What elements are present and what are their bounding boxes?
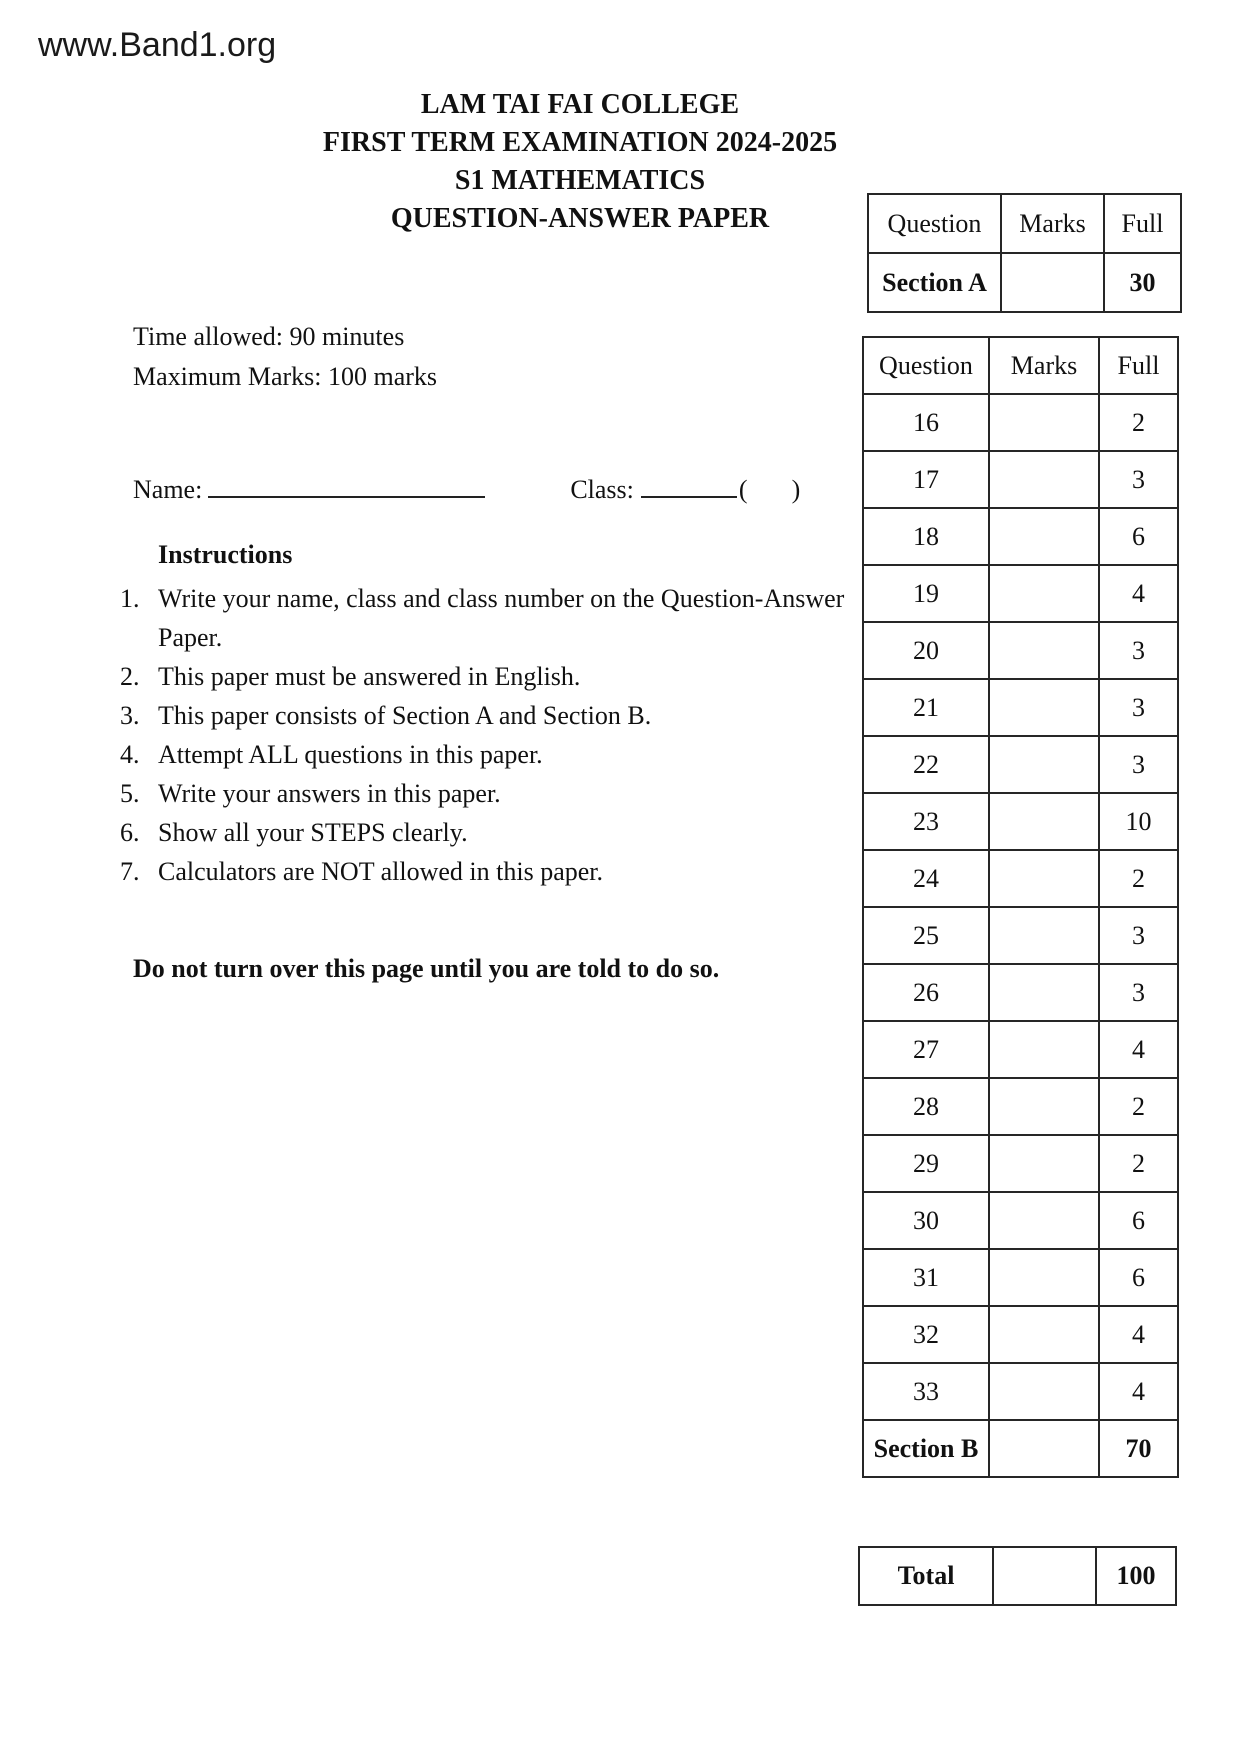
marks-cell <box>989 565 1099 622</box>
question-cell: 26 <box>863 964 989 1021</box>
class-number-paren-open: ( <box>738 475 748 504</box>
marks-cell <box>989 907 1099 964</box>
question-cell: 19 <box>863 565 989 622</box>
full-cell: 2 <box>1099 1135 1178 1192</box>
marks-cell <box>989 1363 1099 1420</box>
table-row <box>863 508 1178 565</box>
full-cell: 3 <box>1099 907 1178 964</box>
full-column-header: Full <box>1099 337 1178 394</box>
marks-cell <box>989 1420 1099 1477</box>
instruction-number: 3. <box>120 701 140 730</box>
instruction-number: 1. <box>120 584 140 613</box>
maximum-marks: Maximum Marks: 100 marks <box>133 362 438 391</box>
total-body <box>859 1547 1176 1605</box>
instruction-number: 2. <box>120 662 140 691</box>
name-label: Name: <box>133 475 203 504</box>
instruction-item <box>120 813 864 852</box>
table-row <box>863 679 1178 736</box>
table-row <box>863 451 1178 508</box>
table-row <box>863 1135 1178 1192</box>
full-cell: 4 <box>1099 1306 1178 1363</box>
marks-cell <box>1001 253 1104 312</box>
question-cell: 30 <box>863 1192 989 1249</box>
instruction-number: 6. <box>120 818 140 847</box>
question-cell: 28 <box>863 1078 989 1135</box>
marks-cell <box>989 679 1099 736</box>
instruction-text: This paper consists of Section A and Section B. <box>158 701 652 730</box>
full-cell: 2 <box>1099 1078 1178 1135</box>
instruction-text: Write your name, class and class number on the Question-Answer Paper. <box>158 584 845 652</box>
instruction-text: This paper must be answered in English. <box>158 662 581 691</box>
class-blank-line <box>641 466 737 498</box>
full-cell: 10 <box>1099 793 1178 850</box>
marks-column-header: Marks <box>989 337 1099 394</box>
question-cell: 32 <box>863 1306 989 1363</box>
question-cell: 22 <box>863 736 989 793</box>
name-blank-line <box>208 466 485 498</box>
marks-cell <box>989 622 1099 679</box>
full-cell: 3 <box>1099 679 1178 736</box>
table-row <box>863 964 1178 1021</box>
marks-cell <box>989 850 1099 907</box>
instruction-item <box>120 774 864 813</box>
question-cell: 16 <box>863 394 989 451</box>
subject-title: S1 MATHEMATICS <box>454 165 706 196</box>
table-row <box>863 1078 1178 1135</box>
question-cell: 31 <box>863 1249 989 1306</box>
table-row <box>859 1547 1176 1605</box>
marks-cell <box>989 508 1099 565</box>
question-cell: 27 <box>863 1021 989 1078</box>
full-cell: 6 <box>1099 1192 1178 1249</box>
marks-column-header: Marks <box>1001 194 1104 253</box>
question-cell: 25 <box>863 907 989 964</box>
table-row <box>863 1420 1178 1477</box>
full-cell: 3 <box>1099 964 1178 1021</box>
instruction-text: Write your answers in this paper. <box>158 779 501 808</box>
table-header-row <box>863 337 1178 394</box>
instruction-number: 4. <box>120 740 140 769</box>
table-row <box>863 1021 1178 1078</box>
marks-cell <box>989 1249 1099 1306</box>
table-row <box>863 907 1178 964</box>
question-cell: 21 <box>863 679 989 736</box>
marks-cell <box>989 1135 1099 1192</box>
full-column-header: Full <box>1104 194 1181 253</box>
instruction-number: 7. <box>120 857 140 886</box>
total-marks-table <box>858 1546 1177 1606</box>
table-row <box>863 394 1178 451</box>
instruction-item <box>120 852 864 891</box>
full-cell: 3 <box>1099 736 1178 793</box>
question-cell: 20 <box>863 622 989 679</box>
instruction-item <box>120 657 864 696</box>
full-cell: 3 <box>1099 622 1178 679</box>
question-column-header: Question <box>863 337 989 394</box>
table-row <box>863 793 1178 850</box>
full-cell: 4 <box>1099 1363 1178 1420</box>
class-label: Class: <box>570 475 634 504</box>
exam-title: FIRST TERM EXAMINATION 2024-2025 <box>322 127 838 158</box>
marks-cell <box>989 1192 1099 1249</box>
marks-cell <box>989 451 1099 508</box>
full-cell: 70 <box>1099 1420 1178 1477</box>
section-a-marks-table <box>867 193 1182 313</box>
question-cell: Section B <box>863 1420 989 1477</box>
full-cell: 3 <box>1099 451 1178 508</box>
full-cell: 6 <box>1099 1249 1178 1306</box>
instruction-item <box>120 696 864 735</box>
table-row <box>863 1192 1178 1249</box>
marks-cell <box>993 1547 1096 1605</box>
class-number-paren-close: ) <box>791 475 801 504</box>
marks-cell <box>989 964 1099 1021</box>
instructions-list <box>120 579 864 891</box>
full-cell: 6 <box>1099 508 1178 565</box>
question-cell: 17 <box>863 451 989 508</box>
full-cell: 2 <box>1099 850 1178 907</box>
marks-cell <box>989 736 1099 793</box>
marks-cell <box>989 1021 1099 1078</box>
time-allowed: Time allowed: 90 minutes <box>133 322 405 351</box>
section-a-body <box>868 253 1181 312</box>
question-cell: Total <box>859 1547 993 1605</box>
table-header-row <box>868 194 1181 253</box>
section-b-body <box>863 394 1178 1477</box>
marks-cell <box>989 793 1099 850</box>
full-cell: 2 <box>1099 394 1178 451</box>
full-cell: 4 <box>1099 565 1178 622</box>
question-cell: 18 <box>863 508 989 565</box>
question-column-header: Question <box>868 194 1001 253</box>
marks-cell <box>989 1078 1099 1135</box>
question-cell: 24 <box>863 850 989 907</box>
question-cell: 33 <box>863 1363 989 1420</box>
student-info-row <box>133 466 800 510</box>
question-cell: 29 <box>863 1135 989 1192</box>
instruction-item <box>120 579 864 657</box>
table-row <box>863 1363 1178 1420</box>
instruction-item <box>120 735 864 774</box>
full-cell: 100 <box>1096 1547 1176 1605</box>
marks-cell <box>989 1306 1099 1363</box>
school-name: LAM TAI FAI COLLEGE <box>420 89 740 120</box>
full-cell: 30 <box>1104 253 1181 312</box>
paper-type: QUESTION-ANSWER PAPER <box>390 203 770 234</box>
table-row <box>863 850 1178 907</box>
instruction-text: Show all your STEPS clearly. <box>158 818 468 847</box>
instructions-heading: Instructions <box>158 540 293 569</box>
exam-meta <box>133 317 437 397</box>
table-row <box>868 253 1181 312</box>
table-row <box>863 565 1178 622</box>
table-row <box>863 622 1178 679</box>
watermark-url: www.Band1.org <box>38 26 277 64</box>
instruction-text: Calculators are NOT allowed in this paper. <box>158 857 604 886</box>
table-row <box>863 736 1178 793</box>
marks-cell <box>989 394 1099 451</box>
instruction-text: Attempt ALL questions in this paper. <box>158 740 543 769</box>
question-cell: 23 <box>863 793 989 850</box>
section-b-marks-table <box>862 336 1179 1478</box>
question-cell: Section A <box>868 253 1001 312</box>
do-not-turn-notice: Do not turn over this page until you are told to do so. <box>133 954 720 983</box>
full-cell: 4 <box>1099 1021 1178 1078</box>
instruction-number: 5. <box>120 779 140 808</box>
table-row <box>863 1249 1178 1306</box>
table-row <box>863 1306 1178 1363</box>
